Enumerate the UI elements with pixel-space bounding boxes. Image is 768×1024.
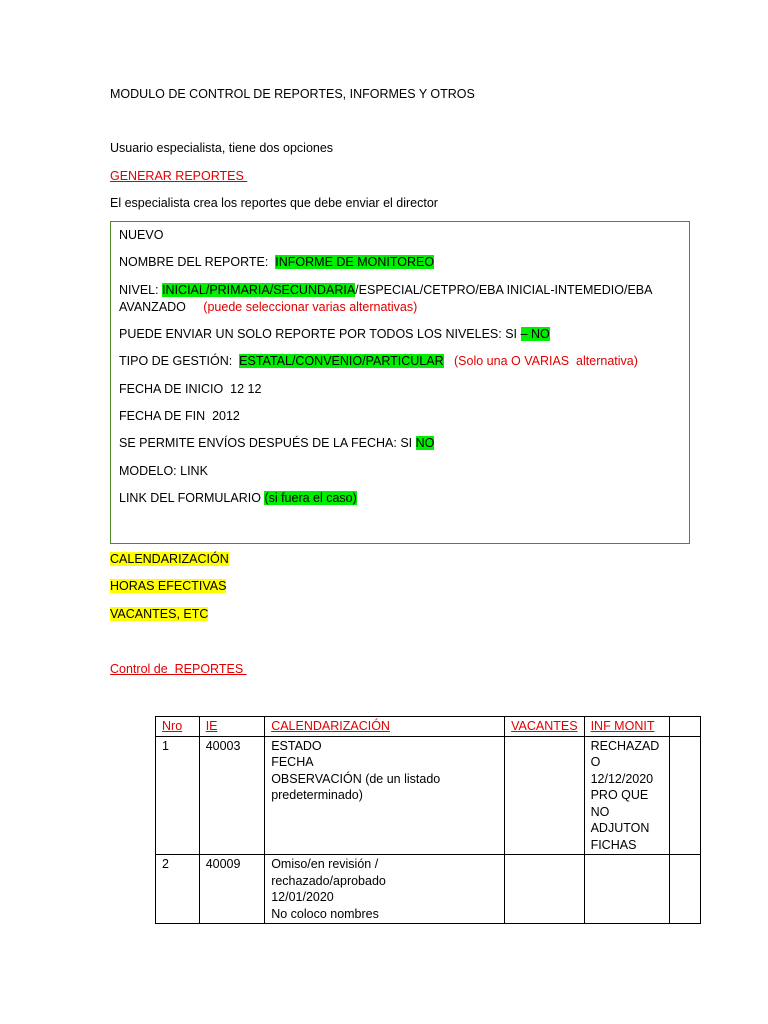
form-envios-value: NO bbox=[415, 436, 435, 450]
form-gestion-note: (Solo una O VARIAS alternativa) bbox=[454, 354, 638, 368]
header-vacantes: VACANTES bbox=[505, 717, 584, 737]
form-nivel-selected: INICIAL/PRIMARIA/SECUNDARIA bbox=[162, 283, 356, 297]
header-nro: Nro bbox=[156, 717, 200, 737]
cell-inf-monit bbox=[584, 855, 670, 924]
cell-nro: 1 bbox=[156, 736, 200, 855]
extra-calendarizacion-text: CALENDARIZACIÓN bbox=[110, 552, 229, 566]
form-gestion-value: ESTATAL/CONVENIO/PARTICULAR bbox=[239, 354, 444, 368]
cell-line: RECHAZAD bbox=[590, 738, 660, 753]
header-extra bbox=[670, 717, 701, 737]
control-table bbox=[155, 716, 701, 924]
cell-line: 12/12/2020 bbox=[590, 771, 654, 786]
document-title: MODULO DE CONTROL DE REPORTES, INFORMES Y OTROS bbox=[110, 87, 475, 101]
form-nivel-rest-2: AVANZADO bbox=[119, 300, 186, 314]
extra-horas-efectivas-text: HORAS EFECTIVAS bbox=[110, 579, 227, 593]
intro-text: Usuario especialista, tiene dos opciones bbox=[110, 141, 334, 155]
cell-line: OBSERVACIÓN (de un listado bbox=[271, 771, 441, 786]
cell-ie: 40009 bbox=[199, 855, 265, 924]
header-calendarizacion: CALENDARIZACIÓN bbox=[265, 717, 505, 737]
table-header-row bbox=[156, 717, 701, 737]
cell-line: 12/01/2020 bbox=[271, 890, 334, 904]
form-envios-label: SE PERMITE ENVÍOS DESPUÉS DE LA FECHA: SI bbox=[119, 436, 416, 450]
cell-line: FICHAS bbox=[590, 837, 637, 852]
extra-horas-efectivas bbox=[110, 579, 226, 593]
cell-line: NO bbox=[590, 804, 610, 819]
generar-description: El especialista crea los reportes que debe enviar el director bbox=[110, 196, 438, 210]
form-nombre-value: INFORME DE MONITOREO bbox=[275, 255, 435, 269]
cell-line: predeterminado) bbox=[271, 788, 363, 802]
form-nombre-row bbox=[119, 255, 434, 269]
cell-inf-monit bbox=[584, 736, 670, 855]
cell-ie: 40003 bbox=[199, 736, 265, 855]
control-reportes-heading: Control de REPORTES bbox=[110, 662, 247, 676]
form-gestion-label: TIPO DE GESTIÓN: bbox=[119, 354, 240, 368]
cell-vacantes bbox=[505, 736, 584, 855]
form-link-label: LINK DEL FORMULARIO bbox=[119, 491, 265, 505]
form-fecha-fin: FECHA DE FIN 2012 bbox=[119, 409, 240, 423]
form-nivel-rest: /ESPECIAL/CETPRO/EBA INICIAL-INTEMEDIO/EBA bbox=[355, 283, 653, 297]
cell-extra bbox=[670, 855, 701, 924]
form-nivel-label: NIVEL: bbox=[119, 283, 163, 297]
form-modelo: MODELO: LINK bbox=[119, 464, 208, 478]
cell-line: FECHA bbox=[271, 755, 314, 769]
form-unico-value: – NO bbox=[520, 327, 550, 341]
table-row bbox=[156, 736, 701, 855]
cell-line: rechazado/aprobado bbox=[271, 873, 386, 888]
cell-calendarizacion bbox=[265, 855, 505, 924]
form-nivel-note: (puede seleccionar varias alternativas) bbox=[203, 300, 418, 314]
form-unico-row bbox=[119, 327, 550, 341]
form-nivel-row bbox=[119, 283, 652, 297]
header-ie: IE bbox=[199, 717, 265, 737]
header-inf-monit: INF MONIT bbox=[584, 717, 670, 737]
table-row bbox=[156, 855, 701, 924]
cell-line: O bbox=[590, 755, 601, 769]
cell-line: No coloco nombres bbox=[271, 906, 379, 921]
form-link-row bbox=[119, 491, 357, 505]
form-nuevo: NUEVO bbox=[119, 228, 164, 242]
extra-vacantes-text: VACANTES, ETC bbox=[110, 607, 209, 621]
form-unico-label: PUEDE ENVIAR UN SOLO REPORTE POR TODOS LOS NIVELES: SI bbox=[119, 327, 521, 341]
form-gestion-row bbox=[119, 354, 638, 368]
form-nombre-label: NOMBRE DEL REPORTE: bbox=[119, 255, 276, 269]
cell-line: PRO QUE bbox=[590, 788, 649, 802]
cell-line: Omiso/en revisión / bbox=[271, 857, 379, 871]
cell-nro: 2 bbox=[156, 855, 200, 924]
generar-reportes-heading: GENERAR REPORTES bbox=[110, 169, 248, 183]
cell-calendarizacion bbox=[265, 736, 505, 855]
cell-vacantes bbox=[505, 855, 584, 924]
cell-extra bbox=[670, 736, 701, 855]
report-form-box bbox=[110, 221, 690, 544]
extra-calendarizacion bbox=[110, 552, 229, 566]
form-fecha-inicio: FECHA DE INICIO 12 12 bbox=[119, 382, 262, 396]
cell-line: ADJUTON bbox=[590, 821, 650, 835]
form-link-value: (si fuera el caso) bbox=[264, 491, 357, 505]
form-envios-row bbox=[119, 436, 434, 450]
cell-line: ESTADO bbox=[271, 738, 322, 753]
form-nivel-row-2 bbox=[119, 300, 417, 314]
extra-vacantes bbox=[110, 607, 208, 621]
